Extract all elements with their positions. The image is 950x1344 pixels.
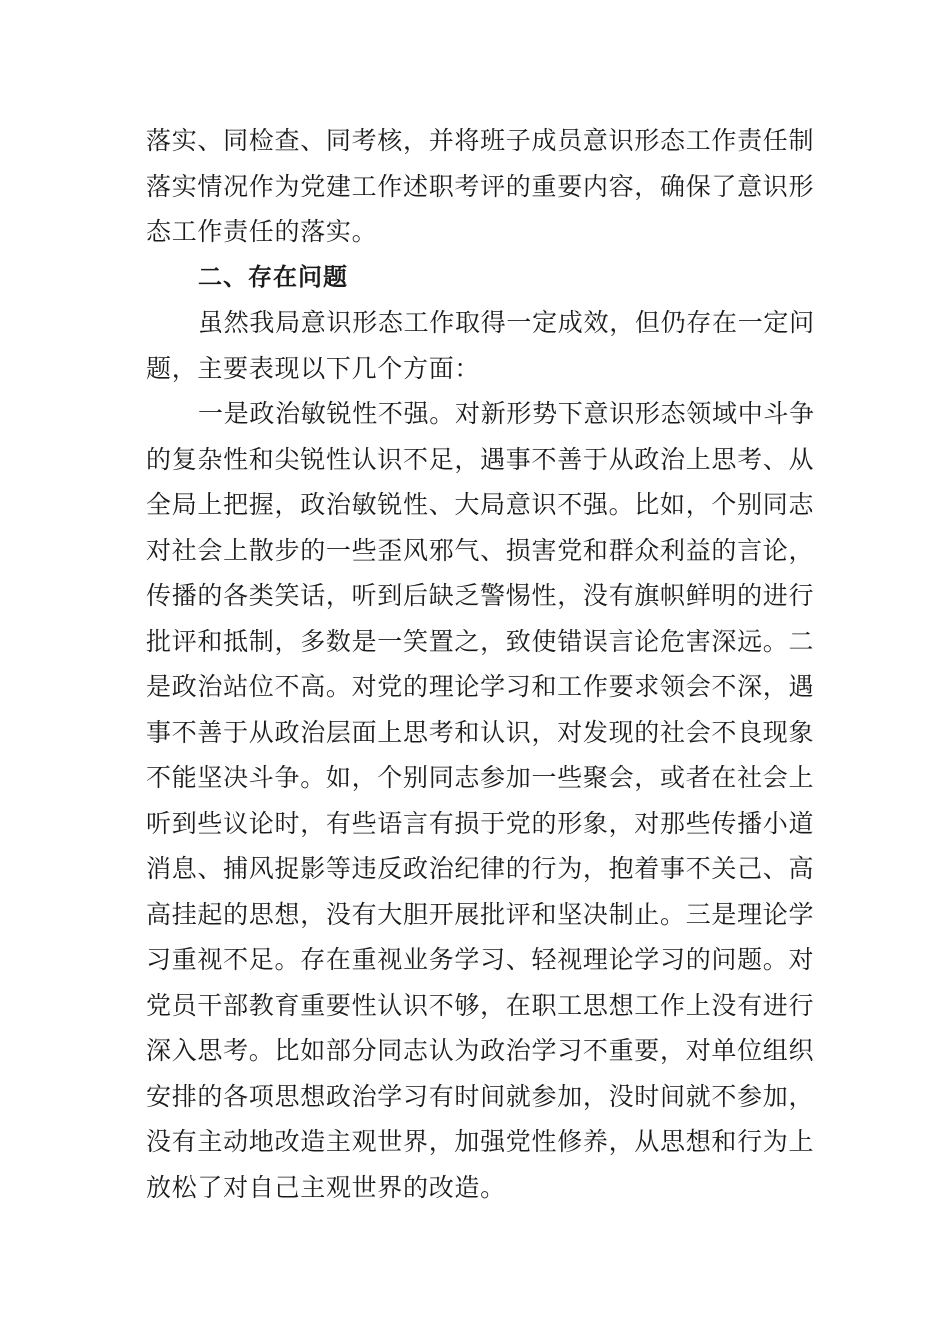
text-line: 态工作责任的落实。 <box>146 217 378 246</box>
paragraph-intro <box>146 300 815 391</box>
text-line: 传播的各类笑话，听到后缺乏警惕性，没有旗帜鲜明的进行 <box>146 581 815 610</box>
text-line: 落实、同检查、同考核，并将班子成员意识形态工作责任制 <box>146 126 815 155</box>
text-line: 一是政治敏锐性不强。对新形势下意识形态领域中斗争 <box>198 399 815 428</box>
text-line: 听到些议论时，有些语言有损于党的形象，对那些传播小道 <box>146 808 815 838</box>
text-line: 事不善于从政治层面上思考和认识，对发现的社会不良现象 <box>146 717 815 747</box>
text-line: 没有主动地改造主观世界，加强党性修养，从思想和行为上 <box>146 1127 815 1156</box>
text-line: 消息、捕风捉影等违反政治纪律的行为，抱着事不关己、高 <box>146 854 815 883</box>
text-line: 党员干部教育重要性认识不够，在职工思想工作上没有进行 <box>146 990 815 1020</box>
text-line: 题，主要表现以下几个方面： <box>146 353 481 383</box>
text-line: 深入思考。比如部分同志认为政治学习不重要，对单位组织 <box>146 1036 815 1065</box>
section-heading-problems: 二、存在问题 <box>198 262 348 291</box>
text-line: 安排的各项思想政治学习有时间就参加，没时间就不参加， <box>146 1081 815 1111</box>
text-line: 习重视不足。存在重视业务学习、轻视理论学习的问题。对 <box>146 945 815 974</box>
paragraph-problems-detail <box>146 391 815 1210</box>
text-line: 不能坚决斗争。如，个别同志参加一些聚会，或者在社会上 <box>146 763 815 792</box>
text-line: 高挂起的思想，没有大胆开展批评和坚决制止。三是理论学 <box>146 899 815 929</box>
paragraph-responsibility <box>146 118 815 255</box>
document-body <box>146 118 815 1210</box>
text-line: 全局上把握，政治敏锐性、大局意识不强。比如，个别同志 <box>146 490 815 519</box>
text-line: 对社会上散步的一些歪风邪气、损害党和群众利益的言论， <box>146 535 815 565</box>
text-line: 落实情况作为党建工作述职考评的重要内容，确保了意识形 <box>146 171 815 201</box>
text-line: 虽然我局意识形态工作取得一定成效，但仍存在一定问 <box>198 308 815 337</box>
text-line: 的复杂性和尖锐性认识不足，遇事不善于从政治上思考、从 <box>146 444 815 474</box>
text-line: 放松了对自己主观世界的改造。 <box>146 1172 506 1202</box>
text-line: 是政治站位不高。对党的理论学习和工作要求领会不深，遇 <box>146 672 815 701</box>
text-line: 批评和抵制，多数是一笑置之，致使错误言论危害深远。二 <box>146 626 815 656</box>
